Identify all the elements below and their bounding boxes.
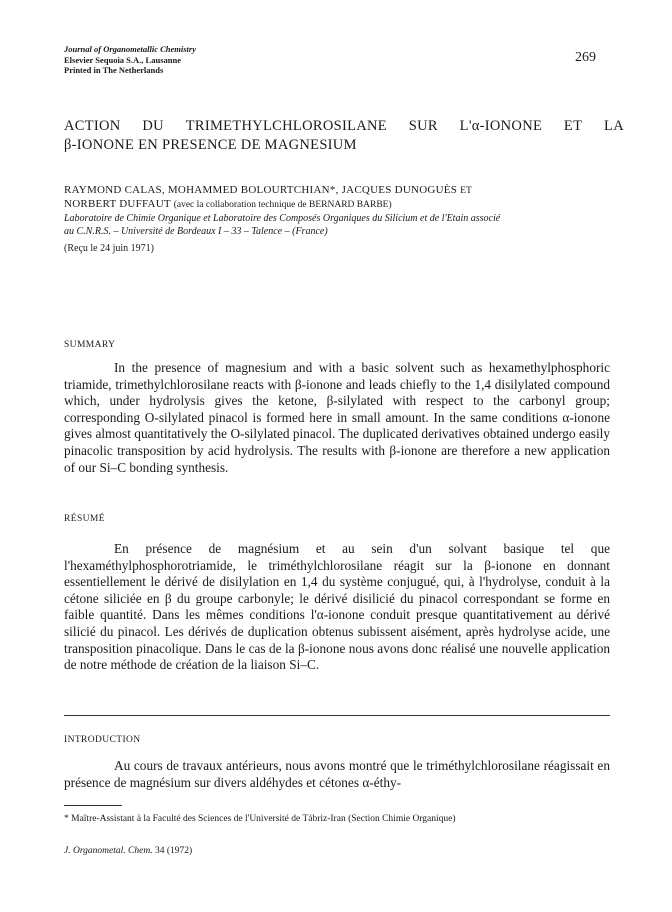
affiliation-line-2: au C.N.R.S. – Université de Bordeaux I – 33 – Talence – (France) <box>64 226 328 237</box>
section-divider <box>64 715 610 716</box>
title-word: TRIMETHYLCHLOROSILANE <box>185 118 387 134</box>
author-footnote: * Maître-Assistant à la Faculté des Sciences de l'Université de Tábriz-Iran (Section Chimie Organique) <box>64 814 456 824</box>
title-word: SUR <box>408 118 438 134</box>
footnote-rule <box>64 805 122 806</box>
title-word: LA <box>604 118 624 134</box>
introduction-body <box>64 758 610 791</box>
summary-body <box>64 360 610 476</box>
summary-heading: SUMMARY <box>64 340 116 350</box>
authors-main-1: RAYMOND CALAS, MOHAMMED BOLOURTCHIAN*, JACQUES DUNOGUÈS <box>64 184 458 196</box>
affiliation <box>64 212 624 238</box>
journal-abbreviation: J. Organometal. Chem. <box>64 846 153 856</box>
journal-citation <box>64 846 192 856</box>
article-title <box>64 117 624 155</box>
authors-line-2 <box>64 198 624 212</box>
title-word: ET <box>563 118 583 134</box>
affiliation-line-1: Laboratoire de Chimie Organique et Laboratoire des Composés Organiques du Silicium et de l'Etain associé <box>64 213 501 224</box>
journal-name: Journal of Organometallic Chemistry <box>64 44 196 54</box>
authors-line-1 <box>64 184 624 198</box>
title-word: L'α-IONONE <box>459 118 543 134</box>
printed-line: Printed in The Netherlands <box>64 65 164 75</box>
summary-paragraph: In the presence of magnesium and with a basic solvent such as hexamethylphosphoric triamide, trimethylchlorosilane reacts with β-ionone and leads chiefly to the 1,4 disilylated compound which, under hydrolysis gives the ketone, β-silylated with respect to the carbonyl group; corresponding O-silylated pinacol is formed here in small amount. In the same conditions α-ionone gives almost quantitatively the O-silylated pinacol. The duplicated derivatives obtained undergo easily pinacolic transposition by acid hydrolysis. The results with β-ionone are therefore a new application of our Si–C bonding synthesis. <box>64 360 610 475</box>
resume-heading: RÉSUMÉ <box>64 514 105 524</box>
resume-paragraph: En présence de magnésium et au sein d'un solvant basique tel que l'hexaméthylphosphorotriamide, le triméthylchlorosilane réagit sur la β-ionone en donnant essentiellement le dérivé de disilylation en 1,4 du système conjugué, qui, à l'hydrolyse, conduit à la cétone siliciée en β du groupe carbonyle; le dérivé disilicié du pinacol correspondant se forme en faible quantité. Dans les mêmes conditions l'α-ionone conduit presque quantitativement au dérivé silicié du pinacol. Les dérivés de duplication obtenus subissent aisément, après hydrolyse acide, une transposition pinacolique. Dans le cas de la β-ionone nous avons donc réalisé une nouvelle application de notre méthode de création de la liaison Si–C. <box>64 541 610 673</box>
title-line-2: β-IONONE EN PRESENCE DE MAGNESIUM <box>64 137 357 153</box>
resume-body <box>64 541 610 674</box>
publisher-line: Elsevier Sequoia S.A., Lausanne <box>64 54 181 65</box>
title-line-1 <box>64 117 624 136</box>
title-word: ACTION <box>64 118 121 134</box>
title-word: DU <box>142 118 164 134</box>
introduction-paragraph: Au cours de travaux antérieurs, nous avons montré que le triméthylchlorosilane réagissait en présence de magnésium sur divers aldéhydes et cétones α-éthy- <box>64 758 610 790</box>
received-date: (Reçu le 24 juin 1971) <box>64 243 154 254</box>
author-list <box>64 184 624 212</box>
authors-main-2: NORBERT DUFFAUT <box>64 198 171 210</box>
authors-et: ET <box>460 186 472 196</box>
page-number: 269 <box>575 50 596 65</box>
journal-masthead <box>64 44 196 76</box>
volume-year: 34 (1972) <box>154 846 193 856</box>
introduction-heading: INTRODUCTION <box>64 735 141 745</box>
technical-collaboration-note: (avec la collaboration technique de BERNARD BARBE) <box>173 200 392 210</box>
